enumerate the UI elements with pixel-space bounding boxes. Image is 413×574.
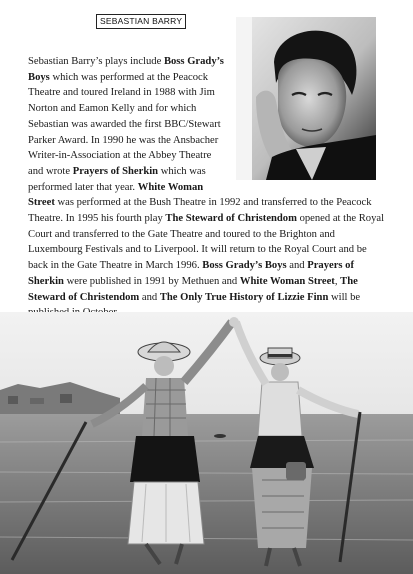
play-title: Prayers of Sherkin	[28, 260, 354, 287]
bio-text-segment: opened at the Royal Court and transferred to the Gate Theatre and toured to the Brighton and Luxembourg Festivals and to Liverpool. It will return to the Royal Court and be back in the Gate Theatre in March 1996.	[28, 213, 385, 272]
bio-text-segment: which was performed later that year.	[28, 165, 206, 193]
production-photo	[0, 312, 413, 574]
biography-text	[28, 54, 386, 321]
play-title: Boss Grady’s Boys	[202, 260, 287, 272]
bio-text-segment: which was performed at the Peacock Theatre and toured Ireland in 1988 with Jim Norton and Eamon Kelly and for which Sebastian was awarded the first BBC/Stewart Parker Award. In 1990 he was the Ansbacher Writer-in-Association at the Abbey Theatre and wrote	[28, 71, 221, 177]
play-title: White Woman Street	[239, 275, 335, 287]
bio-text-segment: and	[139, 291, 160, 303]
production-photo-image	[0, 312, 413, 574]
bio-text-segment: ,	[334, 275, 341, 287]
bio-text-segment: and	[286, 260, 308, 272]
play-title: White Woman Street	[28, 181, 204, 209]
bio-text-segment: was performed at the Bush Theatre in 1992 and transferred to the Peacock Theatre. In 1995 his fourth play	[28, 197, 372, 225]
bio-text-segment: Sebastian Barry’s plays include	[28, 56, 164, 67]
bio-text-segment: will be	[331, 291, 361, 303]
play-title: The Steward of Christendom	[165, 213, 297, 225]
play-title: The Only True History of Lizzie Finn	[159, 291, 329, 303]
play-title: The Steward of Christendom	[28, 275, 358, 303]
bio-text-segment: were published in 1991 by Methuen and	[63, 275, 240, 287]
play-title: Boss Grady’s Boys	[28, 56, 224, 83]
play-title: Prayers of Sherkin	[72, 165, 159, 177]
author-name-label: SEBASTIAN BARRY	[96, 14, 186, 29]
